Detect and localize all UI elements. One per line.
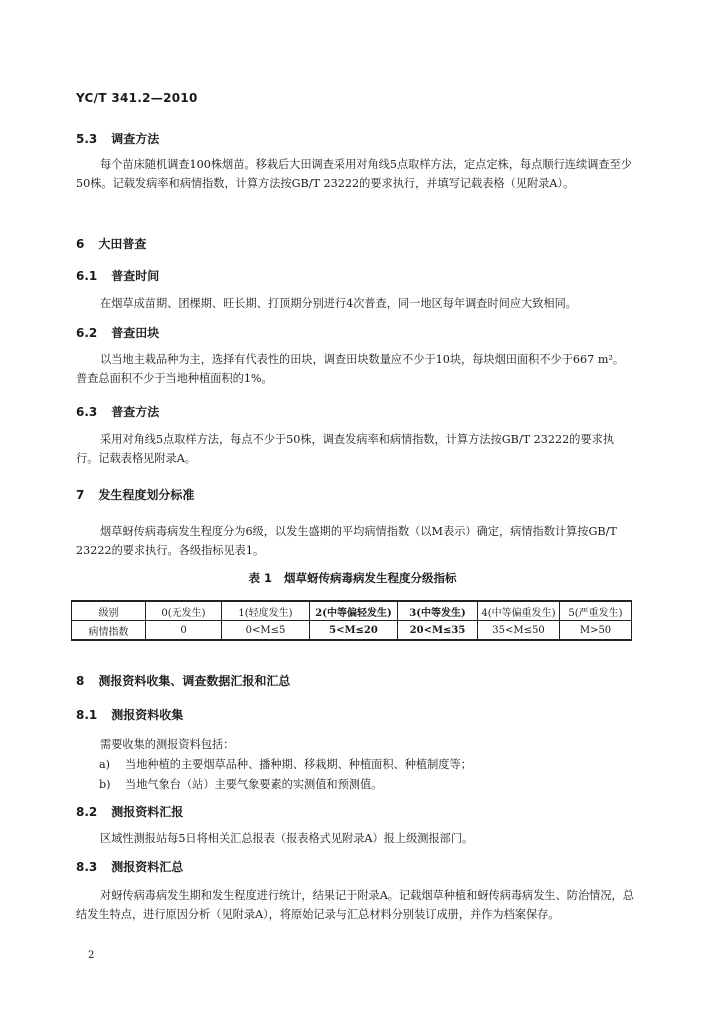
section-5-3-paragraph: 每个苗床随机调查100株烟苗。移栽后大田调查采用对角线5点取样方法，定点定株，每点顺行连续调查至少50株。记载发病率和病情指数，计算方法按GB/T 23222的要求执行，并填写记载表格（见附录A）。	[76, 158, 632, 190]
list-item-text: 当地气象台（站）主要气象要素的实测值和预测值。	[125, 778, 383, 791]
list-item	[99, 776, 382, 792]
section-title: 调查方法	[111, 132, 160, 146]
grade-cell: 1(轻度发生)	[222, 601, 310, 621]
index-cell: 20<M≤35	[398, 621, 478, 641]
page-number: 2	[88, 950, 95, 961]
section-6-2-paragraph: 以当地主栽品种为主，选择有代表性的田块，调查田块数量应不少于10块，每块烟田面积不少于667 m²。普查总面积不少于当地种植面积的1%。	[76, 353, 625, 385]
section-number: 8.1	[76, 708, 98, 722]
list-item-label: b)	[99, 778, 111, 791]
list-item-label: a)	[99, 758, 111, 771]
list-item-text: 当地种植的主要烟草品种、播种期、移栽期、种植面积、种植制度等；	[125, 758, 472, 771]
index-cell: M>50	[560, 621, 632, 641]
section-number: 8	[76, 674, 85, 688]
section-8-1-heading	[76, 706, 183, 723]
table-caption-number: 表 1	[248, 571, 272, 585]
grade-cell: 4(中等偏重发生)	[478, 601, 560, 621]
section-number: 6.1	[76, 269, 98, 283]
section-title: 普查田块	[111, 326, 160, 340]
table-row-indices	[72, 621, 632, 641]
section-number: 6.3	[76, 405, 98, 419]
grade-cell: 3(中等发生)	[398, 601, 478, 621]
section-8-1-intro: 需要收集的测报资料包括：	[100, 738, 235, 751]
section-8-3-heading	[76, 858, 183, 875]
section-6-heading	[76, 235, 146, 252]
table-1-caption	[0, 570, 705, 586]
standard-code-header: YC/T 341.2—2010	[76, 91, 198, 105]
section-title: 测报资料收集、调查数据汇报和汇总	[98, 674, 291, 688]
section-8-2-paragraph: 区域性测报站每5日将相关汇总报表（报表格式见附录A）报上级测报部门。	[100, 832, 474, 845]
section-title: 普查方法	[111, 405, 160, 419]
grade-cell: 2(中等偏轻发生)	[310, 601, 398, 621]
section-8-3-paragraph: 对蚜传病毒病发生期和发生程度进行统计，结果记于附录A。记载烟草种植和蚜传病毒病发生、防治情况，总结发生特点，进行原因分析（见附录A），将原始记录与汇总材料分别装订成册，并作为档案保存。	[76, 889, 634, 921]
grade-index-table	[71, 600, 632, 641]
section-title: 发生程度划分标准	[98, 488, 195, 502]
section-title: 测报资料汇总	[111, 860, 184, 874]
section-8-heading	[76, 672, 290, 689]
section-8-2-heading	[76, 803, 183, 820]
table-row-grades	[72, 601, 632, 621]
section-6-1-paragraph: 在烟草成苗期、团棵期、旺长期、打顶期分别进行4次普查，同一地区每年调查时间应大致相同。	[100, 297, 577, 310]
index-cell: 0	[146, 621, 222, 641]
section-6-2-heading	[76, 324, 159, 341]
section-number: 6.2	[76, 326, 98, 340]
index-cell: 0<M≤5	[222, 621, 310, 641]
grade-cell: 0(无发生)	[146, 601, 222, 621]
section-7-paragraph: 烟草蚜传病毒病发生程度分为6级，以发生盛期的平均病情指数（以M表示）确定，病情指数计算按GB/T 23222的要求执行。各级指标见表1。	[76, 525, 617, 557]
list-item	[99, 756, 472, 772]
section-number: 6	[76, 237, 85, 251]
section-7-heading	[76, 486, 194, 503]
section-6-3-heading	[76, 403, 159, 420]
table-caption-title: 烟草蚜传病毒病发生程度分级指标	[284, 571, 457, 585]
section-title: 测报资料汇报	[111, 805, 184, 819]
section-6-3-paragraph: 采用对角线5点取样方法，每点不少于50株，调查发病率和病情指数，计算方法按GB/T 23222的要求执行。记载表格见附录A。	[76, 433, 615, 465]
row-header-grade: 级别	[72, 601, 146, 621]
section-number: 5.3	[76, 132, 98, 146]
section-number: 8.2	[76, 805, 98, 819]
row-header-index: 病情指数	[72, 621, 146, 641]
section-5-3-heading	[76, 130, 159, 147]
section-title: 普查时间	[111, 269, 160, 283]
section-6-1-heading	[76, 267, 159, 284]
section-title: 大田普查	[98, 237, 147, 251]
index-cell: 35<M≤50	[478, 621, 560, 641]
index-cell: 5<M≤20	[310, 621, 398, 641]
section-number: 7	[76, 488, 85, 502]
grade-cell: 5(严重发生)	[560, 601, 632, 621]
section-number: 8.3	[76, 860, 98, 874]
section-title: 测报资料收集	[111, 708, 184, 722]
